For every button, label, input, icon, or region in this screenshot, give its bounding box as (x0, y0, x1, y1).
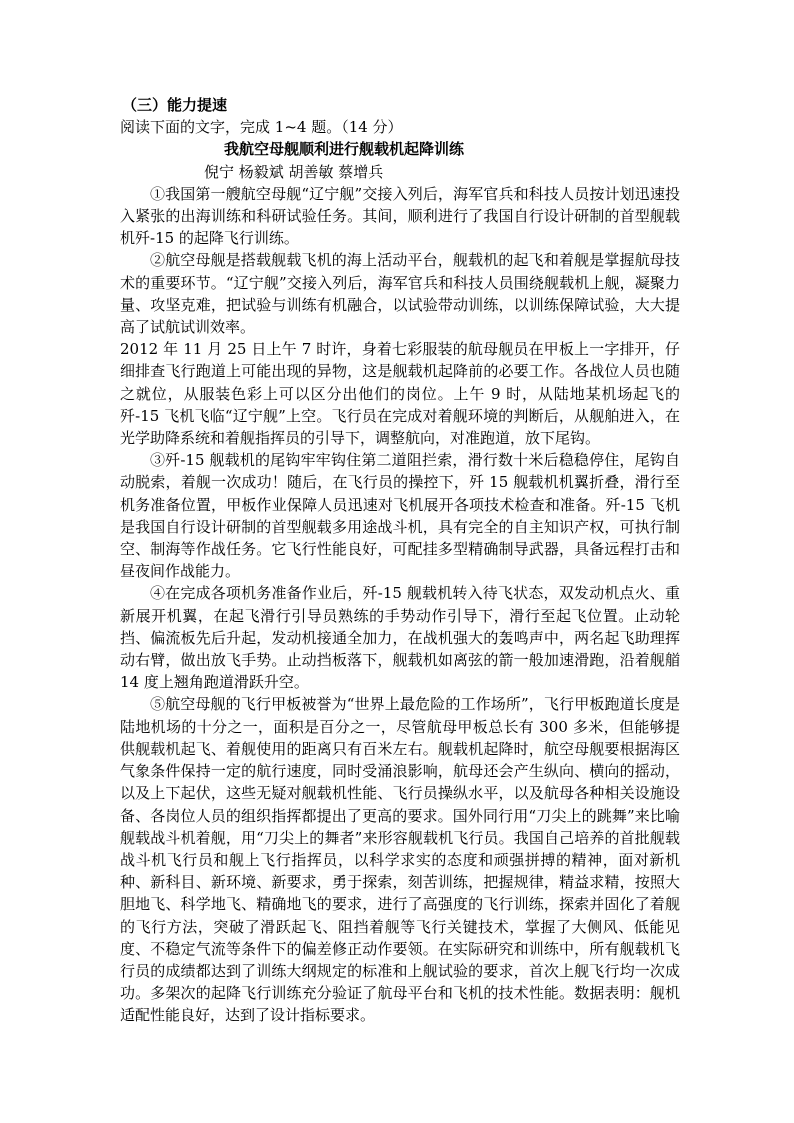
document-page (120, 94, 680, 1027)
section-heading: （三）能力提速 (122, 96, 228, 114)
article-paragraph-3: ③歼-15 舰载机的尾钩牢牢钩住第二道阻拦索，滑行数十米后稳稳停住，尾钩自动脱索，着舰一次成功！随后，在飞行员的操控下，歼 15 舰载机机翼折叠，滑行至机务准备位置，甲板作业保障人员迅速对飞机展开各项技术检查和准备。歼-15 飞机是我国自行设计研制的首型舰载多用途战斗机，具有完全的自主知识产权，可执行制空、制海等作战任务。它飞行性能良好，可配挂多型精确制导武器，具备远程打击和昼夜间作战能力。 (120, 451, 680, 581)
article-authors: 倪宁 杨毅斌 胡善敏 蔡增兵 (204, 162, 384, 181)
article-paragraph-5: ⑤航空母舰的飞行甲板被誉为“世界上最危险的工作场所”，飞行甲板跑道长度是陆地机场的十分之一，面积是百分之一，尽管航母甲板总长有 300 多米，但能够提供舰载机起飞、着舰使用的距离只有百米左右。舰载机起降时，航空母舰要根据海区气象条件保持一定的航行速度，同时受涌浪影响，航母还会产生纵向、横向的摇动，以及上下起伏，这些无疑对舰载机性能、飞行员操纵水平，以及航母各种相关设施设备、各岗位人员的组织指挥都提出了更高的要求。国外同行用“刀尖上的跳舞”来比喻舰载战斗机着舰，用“刀尖上的舞者”来形容舰载机飞行员。我国自己培养的首批舰载战斗机飞行员和舰上飞行指挥员，以科学求实的态度和顽强拼搏的精神，面对新机种、新科目、新环境、新要求，勇于探索，刻苦训练，把握规律，精益求精，按照大胆地飞、科学地飞、精确地飞的要求，进行了高强度的飞行训练，探索并固化了着舰的飞行方法，突破了滑跃起飞、阻挡着舰等飞行关键技术，掌握了大侧风、低能见度、不稳定气流等条件下的偏差修正动作要领。在实际研究和训练中，所有舰载机飞行员的成绩都达到了训练大纲规定的标准和上舰试验的要求，首次上舰飞行均一次成功。多架次的起降飞行训练充分验证了航母平台和飞机的技术性能。数据表明：舰机适配性能良好，达到了设计指标要求。 (120, 695, 680, 1025)
article-title: 我航空母舰顺利进行舰载机起降训练 (224, 140, 465, 159)
article-paragraph-2: ②航空母舰是搭载舰载飞机的海上活动平台，舰载机的起飞和着舰是掌握航母技术的重要环节。“辽宁舰”交接入列后，海军官兵和科技人员围绕舰载机上舰，凝聚力量、攻坚克难，把试验与训练有机融合，以试验带动训练，以训练保障试验，大大提高了试航试训效率。 (120, 251, 680, 337)
article-paragraph-1: ①我国第一艘航空母舰“辽宁舰”交接入列后，海军官兵和科技人员按计划迅速投入紧张的出海训练和科研试验任务。其间，顺利进行了我国自行设计研制的首型舰载机歼-15 的起降飞行训练。 (120, 184, 680, 248)
question-instruction: 阅读下面的文字，完成 1~4 题。（14 分） (120, 118, 403, 137)
article-paragraph-4: ④在完成各项机务准备作业后，歼-15 舰载机转入待飞状态，双发动机点火、重新展开机翼，在起飞滑行引导员熟练的手势动作引导下，滑行至起飞位置。止动轮挡、偏流板先后升起，发动机接通全加力，在战机强大的轰鸣声中，两名起飞助理挥动右臂，做出放飞手势。止动挡板落下，舰载机如离弦的箭一般加速滑跑，沿着舰艏 14 度上翘角跑道滑跃升空。 (120, 584, 680, 692)
article-paragraph-2-continued: 2012 年 11 月 25 日上午 7 时许，身着七彩服装的航母舰员在甲板上一字排开，仔细排查飞行跑道上可能出现的异物，这是舰载机起降前的必要工作。各战位人员也随之就位，从服装色彩上可以区分出他们的岗位。上午 9 时，从陆地某机场起飞的歼-15 飞机飞临“辽宁舰”上空。飞行员在完成对着舰环境的判断后，从舰舶进入，在光学助降系统和着舰指挥员的引导下，调整航向，对准跑道，放下尾钩。 (120, 340, 680, 448)
